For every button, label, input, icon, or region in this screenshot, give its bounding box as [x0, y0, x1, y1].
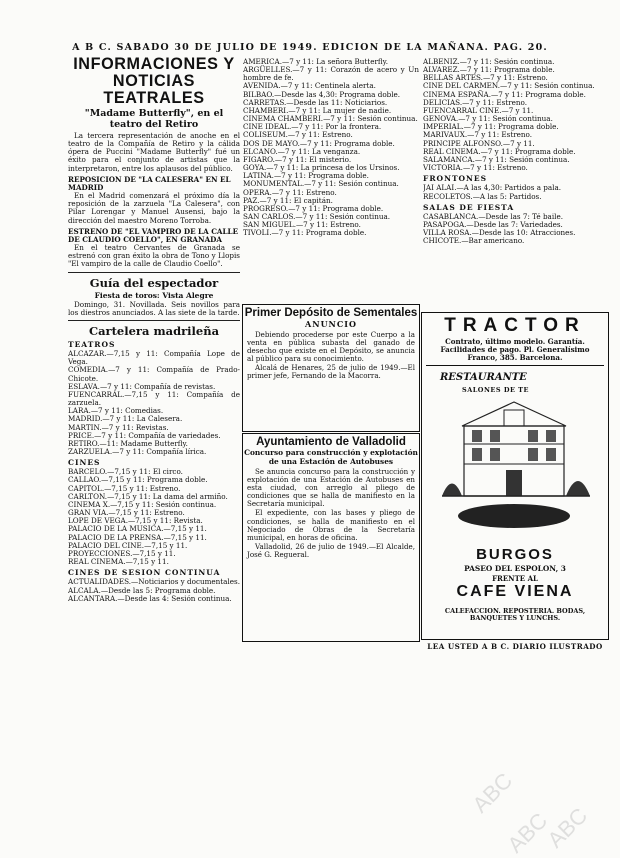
listing-salas: CASABLANCA.—Desde las 7: Té baile. PASAPOGA.—Desde las 7: Variedades. VILLA ROSA.—Desde las 10: Atracciones. CHICOTE.—Bar americano. [423, 211, 576, 246]
page-header: A B C. SABADO 30 DE JULIO DE 1949. EDICION DE LA MAÑANA. PAG. 20. [72, 42, 548, 53]
cafe-name: CAFE VIENA [456, 583, 574, 601]
guide-body: Domingo, 31. Novillada. Seis novillos para los diestros anunciados. A las siete de la tarde. [68, 299, 240, 317]
article-headline: "Madame Butterfly", en el teatro del Retiro [84, 108, 224, 130]
city-name: BURGOS [476, 546, 554, 564]
notice-valladolid [242, 433, 420, 642]
watermark: ABC [467, 767, 518, 818]
column-middle [243, 58, 419, 301]
watermark: ABC [542, 802, 593, 853]
article-body: La tercera representación de anoche en el teatro de la Compañía de Retiro y la cálida ópera de Puccini "Madame Butterfly" fué un éxito para el conjunto de artistas que la interpretaron, entre los aplausos del público. [68, 131, 240, 173]
notice-signature: Valladolid, 26 de julio de 1949.—El Alcalde, José G. Regueral. [247, 541, 415, 559]
listing-theatres: ALCAZAR.—7,15 y 11: Compañía Lope de Vega. COMEDIA.—7 y 11: Compañía de Prado-Chicote. ESLAVA.—7 y 11: Compañía de revistas. FUENCARRAL.—7,15 y 11: Compañía de zarzuela. LARA.—7 y 11: Comedias. MADRID.—7 y 11: La Calesera. MARTIN.—7 y 11: Revistas. PRICE.—7 y 11: Compañía de variedades. RETIRO.—11: Madame Butterfly. ZARZUELA.—7 y 11: Compañía lírica. [68, 349, 240, 456]
divider [68, 272, 240, 273]
article-headline: REPOSICION DE "LA CALESERA" EN EL MADRID [68, 174, 231, 192]
watermark: ABC [502, 807, 553, 858]
notice-paragraph: Debiendo procederse por este Cuerpo a la venta en pública subasta del ganado de desecho que existe en el Depósito, se anuncia al público para su conocimiento. [247, 330, 415, 364]
listing-category-theatres: TEATROS [68, 339, 116, 349]
listing-cinemas: BARCELO.—7,15 y 11: El circo. CALLAO.—7,15 y 11: Programa doble. CAPITOL.—7,15 y 11: Estreno. CARLTON.—7,15 y 11: La dama del armiño. CINEMA X.—7,15 y 11: Sesión continua. GRAN VIA.—7,15 y 11: Estreno. LOPE DE VEGA.—7,15 y 11: Revista. PALACIO DE LA MUSICA.—7,15 y 11. PALACIO DE LA PRENSA.—7,15 y 11. PALACIO DEL CINE.—7,15 y 11. PROYECCIONES.—7,15 y 11. REAL CINEMA.—7,15 y 11. [68, 467, 228, 567]
restaurant-label: RESTAURANTE [440, 372, 527, 384]
notice-paragraph: El expediente, con las bases y pliego de condiciones, se halla de manifiesto en el Negociado de Obras de la Secretaría municipal, en horas de oficina. [247, 508, 415, 542]
section-heading-listings: Cartelera madrileña [88, 323, 220, 338]
guide-subheading: Fiesta de toros: Vista Alegre [94, 290, 214, 300]
listing-cinemas-cont: AMERICA.—7 y 11: La señora Butterfly. ARGÜELLES.—7 y 11: Corazón de acero y Un hombre de fe. AVENIDA.—7 y 11: Centinela alerta. BILBAO.—Desde las 4,30: Programa doble. CARRETAS.—Desde las 11: Noticiarios. CHAMBERI.—7 y 11: La mujer de nadie. CINEMA CHAMBERI.—7 y 11: Sesión continua. CINE IDEAL.—7 y 11: Por la frontera. COLISEUM.—7 y 11: Estreno. DOS DE MAYO.—7 y 11: Programa doble. ELCANO.—7 y 11: La venganza. FIGARO.—7 y 11: El misterio. GOYA.—7 y 11: La princesa de los Ursinos. LATINA.—7 y 11: Programa doble. MONUMENTAL.—7 y 11: Sesión continua. OPERA.—7 y 11: Estreno. PAZ.—7 y 11: El capitán. PROGRESO.—7 y 11: Programa doble. SAN CARLOS.—7 y 11: Sesión continua. SAN MIGUEL.—7 y 11: Estreno. TIVOLI.—7 y 11: Programa doble. [243, 58, 419, 238]
cafe-illustration [422, 366, 608, 546]
notice-body [243, 331, 419, 381]
notice-title: Ayuntamiento de Valladolid [256, 436, 406, 448]
cafe-services: CALEFACCION. REPOSTERIA. BODAS, BANQUETES Y LUNCHS. [444, 606, 586, 623]
listing-category-cinemas: CINES [68, 458, 101, 468]
notice-subtitle: ANUNCIO [305, 319, 357, 329]
divider [68, 320, 240, 321]
listing-category-salas: SALAS DE FIESTA [423, 202, 515, 212]
listing-frontones: JAI ALAI.—A las 4,30: Partidos a pala. RECOLETOS.—A las 5: Partidos. [423, 183, 562, 201]
section-heading-guide: Guía del espectador [89, 275, 219, 290]
ad-title-tractor: TRACTOR [444, 315, 586, 336]
listing-cinemas-cont: ALBENIZ.—7 y 11: Sesión continua. ALVAREZ.—7 y 11: Programa doble. BELLAS ARTES.—7 y 11: Estreno. CINE DEL CARMEN.—7 y 11: Sesión continua. CINEMA ESPAÑA.—7 y 11: Programa doble. DELICIAS.—7 y 11: Estreno. FUENCARRAL CINE.—7 y 11. GENOVA.—7 y 11: Sesión continua. IMPERIAL.—7 y 11: Programa doble. MARIVAUX.—7 y 11: Estreno. PRINCIPE ALFONSO.—7 y 11. REAL CINEMA.—7 y 11: Programa doble. SALAMANCA.—7 y 11: Sesión continua. VICTORIA.—7 y 11: Estreno. [423, 58, 595, 173]
notice-body [243, 468, 419, 559]
ad-tractor-cafe [421, 312, 609, 640]
column-left [68, 56, 240, 841]
listing-category-frontones: FRONTONES [423, 174, 488, 184]
listing-category-continuous: CINES DE SESION CONTINUA [68, 568, 221, 578]
footer-slogan: LEA USTED A B C. DIARIO ILUSTRADO [427, 642, 603, 651]
notice-sementales [242, 304, 420, 432]
cafe-address: PASEO DEL ESPOLON, 3 [464, 564, 566, 574]
article-headline: ESTRENO DE "EL VAMPIRO DE LA CALLE DE CLAUDIO COELLO", EN GRANADA [68, 226, 239, 244]
cafe-front: FRENTE AL [492, 574, 538, 584]
notice-paragraph: Se anuncia concurso para la construcción y explotación de una Estación de Autobuses en esta ciudad, con arreglo al pliego de condiciones que se halla de manifiesto en la Secretaría municipal. [247, 467, 415, 509]
notice-signature: Alcalá de Henares, 25 de julio de 1949.—El primer jefe, Fernando de la Macorra. [247, 363, 415, 381]
notice-title: Primer Depósito de Sementales [244, 307, 418, 319]
notice-subtitle: Concurso para construcción y explotación de una Estación de Autobuses [244, 448, 418, 466]
listing-continuous: ACTUALIDADES.—Noticiarios y documentales. ALCALA.—Desde las 5: Programa doble. ALCANTARA.—Desde las 4: Sesión continua. [68, 577, 240, 603]
article-body: En el teatro Cervantes de Granada se estrenó con gran éxito la obra de Tono y Llopis "El vampiro de la calle de Claudio Coello". [68, 243, 240, 269]
section-title: INFORMACIONES Y NOTICIAS TEATRALES [73, 56, 235, 107]
article-body: En el Madrid comenzará el próximo día la reposición de la zarzuela "La Calesera", con Pilar Lorengar y Manuel Ausensi, bajo la dirección del maestro Moreno Torroba. [68, 191, 240, 225]
building-drawing [422, 366, 608, 546]
salon-label: SALONES DE TE [462, 386, 529, 395]
ad-tractor-text: Contrato, último modelo. Garantía. Facilidades de pago. Pl. Generalísimo Franco, 385. Barcelona. [440, 337, 590, 363]
